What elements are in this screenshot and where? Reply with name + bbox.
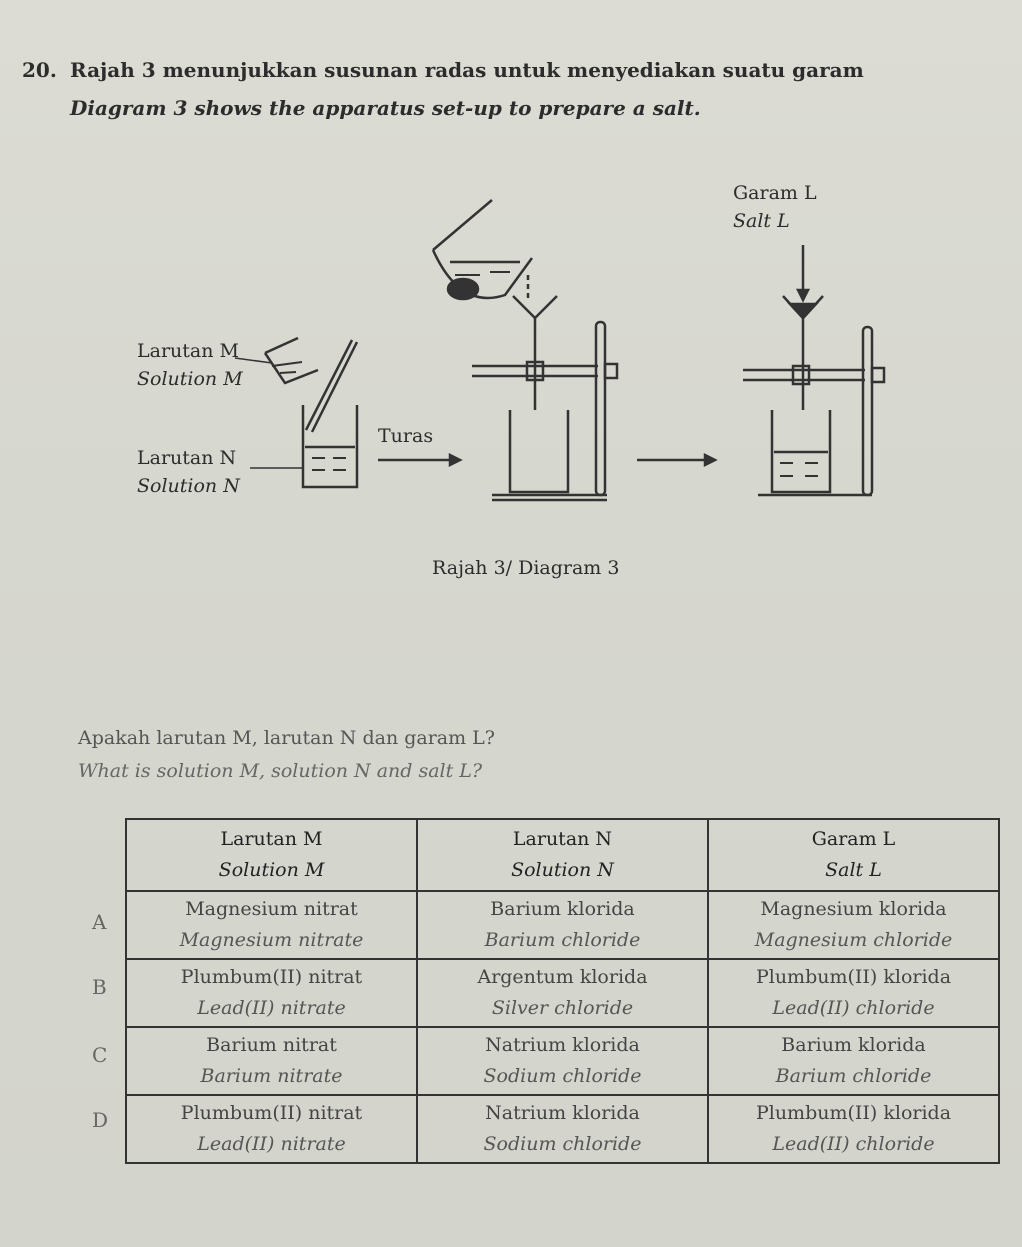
cell-en: Silver chloride: [491, 997, 634, 1019]
cell-ms: Magnesium nitrat: [185, 898, 358, 920]
solution-n-label-en: Solution N: [137, 475, 240, 497]
option-letter-b[interactable]: B: [92, 975, 107, 999]
retort-stand-right: [743, 327, 884, 495]
funnel-middle: [513, 296, 557, 410]
header-en: Solution N: [511, 859, 614, 881]
solution-m-label-ms: Larutan M: [137, 340, 239, 362]
evaporating-dish: [433, 200, 532, 299]
table-cell: [417, 1027, 708, 1095]
header-ms: Larutan M: [220, 828, 323, 850]
header-salt-l: [708, 819, 999, 891]
cell-ms: Argentum klorida: [477, 966, 648, 988]
cell-en: Sodium chloride: [483, 1133, 642, 1155]
header-ms: Garam L: [811, 828, 896, 850]
cell-ms: Natrium klorida: [485, 1102, 640, 1124]
cell-ms: Plumbum(II) nitrat: [180, 1102, 363, 1124]
turas-label: Turas: [378, 425, 434, 447]
options-table: [125, 818, 1000, 1164]
cell-en: Lead(II) nitrate: [197, 1133, 346, 1155]
cell-ms: Magnesium klorida: [760, 898, 947, 920]
table-cell: [708, 1095, 999, 1163]
table-cell: [417, 1095, 708, 1163]
option-letter-a[interactable]: A: [92, 910, 107, 934]
header-en: Salt L: [825, 859, 882, 881]
cell-en: Sodium chloride: [483, 1065, 642, 1087]
table-cell: [126, 891, 417, 959]
header-ms: Larutan N: [512, 828, 613, 850]
header-en: Solution M: [218, 859, 325, 881]
prompt-en: What is solution M, solution N and salt L?: [78, 760, 483, 782]
cell-en: Barium chloride: [775, 1065, 932, 1087]
cell-ms: Barium klorida: [490, 898, 635, 920]
salt-l-label-ms: Garam L: [733, 182, 817, 204]
table-cell: [417, 891, 708, 959]
prompt-ms: Apakah larutan M, larutan N dan garam L?: [78, 727, 495, 749]
question-text-ms: Rajah 3 menunjukkan susunan radas untuk menyediakan suatu garam: [70, 58, 864, 82]
beaker-filtrate: [772, 410, 830, 492]
cell-en: Lead(II) chloride: [772, 1133, 935, 1155]
header-solution-n: [417, 819, 708, 891]
solution-n-label-ms: Larutan N: [137, 447, 237, 469]
table-cell: [708, 959, 999, 1027]
glass-rod: [306, 340, 352, 430]
cell-ms: Natrium klorida: [485, 1034, 640, 1056]
table-row-a[interactable]: [126, 891, 999, 959]
cell-ms: Barium klorida: [781, 1034, 926, 1056]
table-cell: [708, 891, 999, 959]
option-letter-c[interactable]: C: [92, 1043, 108, 1067]
table-cell: [126, 1095, 417, 1163]
header-solution-m: [126, 819, 417, 891]
table-row-b[interactable]: [126, 959, 999, 1027]
cell-en: Lead(II) chloride: [772, 997, 935, 1019]
table-row-c[interactable]: [126, 1027, 999, 1095]
cell-ms: Barium nitrat: [206, 1034, 337, 1056]
retort-stand-middle: [472, 322, 617, 500]
cell-ms: Plumbum(II) nitrat: [180, 966, 363, 988]
funnel-right: [783, 296, 823, 410]
option-letter-d[interactable]: D: [92, 1108, 109, 1132]
table-header-row: [126, 819, 999, 891]
table-cell: [708, 1027, 999, 1095]
solution-m-label-en: Solution M: [137, 368, 243, 390]
table-cell: [417, 959, 708, 1027]
apparatus-diagram: [0, 0, 1022, 620]
diagram-caption: Rajah 3/ Diagram 3: [432, 557, 620, 579]
cell-en: Barium chloride: [484, 929, 641, 951]
cell-en: Magnesium nitrate: [179, 929, 364, 951]
table-cell: [126, 1027, 417, 1095]
table-cell: [126, 959, 417, 1027]
cell-ms: Plumbum(II) klorida: [755, 966, 952, 988]
cell-en: Lead(II) nitrate: [197, 997, 346, 1019]
salt-l-label-en: Salt L: [733, 210, 790, 232]
table-row-d[interactable]: [126, 1095, 999, 1163]
cell-en: Magnesium chloride: [754, 929, 953, 951]
cell-en: Barium nitrate: [200, 1065, 343, 1087]
question-number: 20.: [22, 58, 57, 82]
cell-ms: Plumbum(II) klorida: [755, 1102, 952, 1124]
question-text-en: Diagram 3 shows the apparatus set-up to prepare a salt.: [70, 96, 701, 120]
small-beaker-solution-m: [265, 338, 318, 383]
